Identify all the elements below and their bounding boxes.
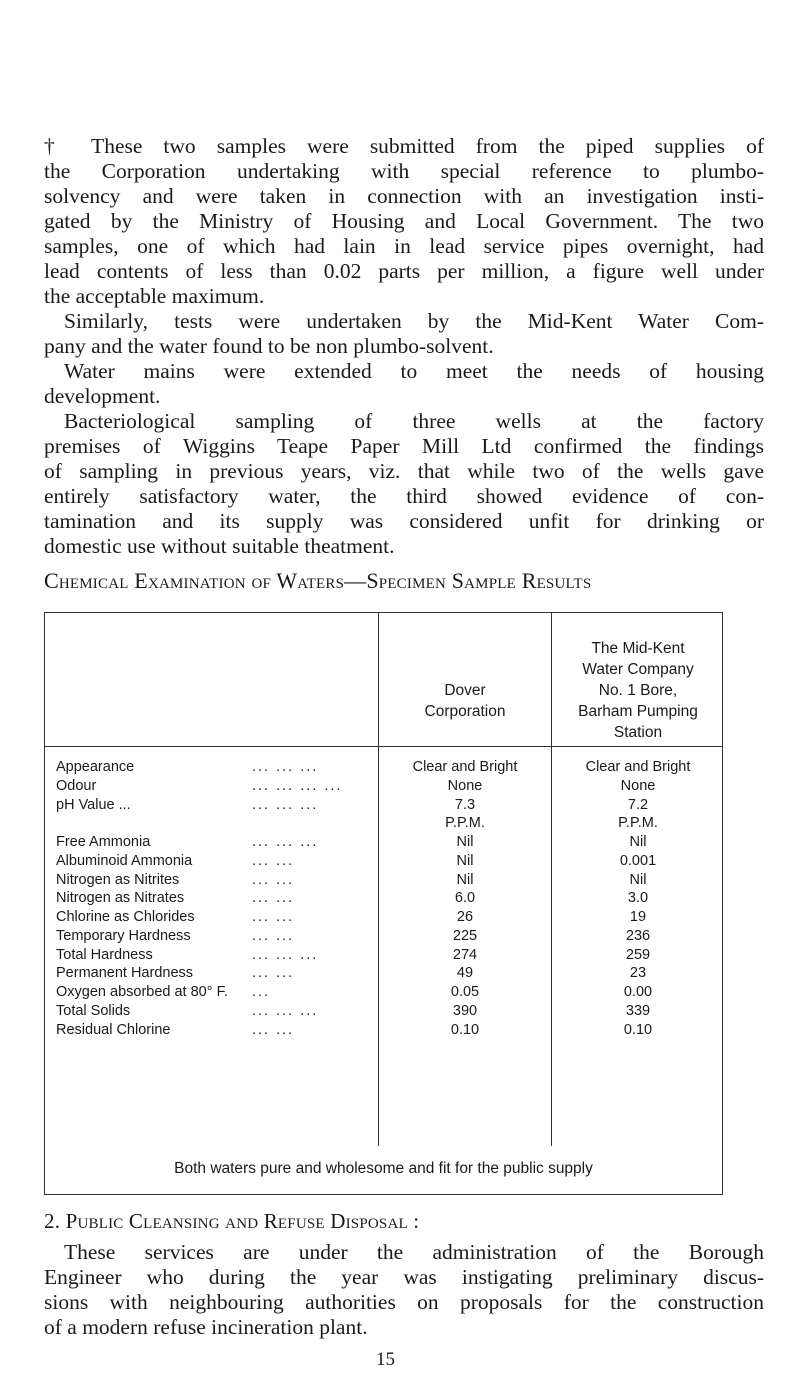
column-header-mid-kent [553,638,723,743]
header-line: Corporation [424,703,506,720]
text-line: domestic use without suitable theatment. [44,534,395,558]
row-label: Nitrogen as Nitrates [56,890,185,907]
header-line: No. 1 Bore, [598,682,678,699]
text-line: Bacteriological sampling of three wells at the factory [64,409,764,433]
mid-kent-value: None [620,777,656,794]
text-line: development. [44,384,161,408]
table-row [44,778,723,796]
paragraph-refuse [44,1240,764,1340]
table-row [44,853,723,871]
table-heading: Chemical Examination of Waters—Specimen Sample Results [44,568,592,593]
mid-kent-value: 19 [629,909,647,925]
row-label: Appearance [56,759,135,775]
row-label: Residual Chlorine [56,1021,171,1038]
mid-kent-value: 7.2 [627,796,649,813]
dover-value: P.P.M. [445,815,485,832]
text-line: gated by the Ministry of Housing and Local Government. The two [44,209,764,233]
dover-value: 26 [456,909,474,925]
row-label: Permanent Hardness [56,965,194,982]
table-row [44,947,723,965]
text-line: the Corporation undertaking with special reference to plumbo- [44,159,764,183]
leader-dots: ... ... [252,965,295,982]
leader-dots: ... ... ... ... [252,777,343,794]
dover-value: Nil [456,834,474,850]
leader-dots: ... ... ... [252,759,319,775]
row-label: Nitrogen as Nitrites [56,871,180,888]
text-line: Engineer who during the year was instigating preliminary discus- [44,1265,764,1289]
text-line: the acceptable maximum. [44,284,265,308]
row-label: pH Value ... [56,796,131,813]
page-number: 15 [376,1349,395,1370]
text-line: These services are under the administration of the Borough [64,1240,764,1264]
table-row [44,815,723,833]
table-row [44,797,723,815]
mid-kent-value: 259 [625,946,651,963]
leader-dots: ... ... ... [252,796,319,813]
row-label: Oxygen absorbed at 80° F. [56,984,228,1000]
row-label: Albuminoid Ammonia [56,852,193,869]
paragraph-water-mains [44,359,764,409]
text-line: premises of Wiggins Teape Paper Mill Ltd confirmed the findings [44,434,764,458]
leader-dots: ... ... ... [252,1002,319,1019]
text-line: samples, one of which had lain in lead service pipes overnight, had [44,234,764,258]
water-results-table [44,612,723,1195]
table-top-rule [44,612,723,613]
text-line: tamination and its supply was considered unfit for drinking or [44,509,764,533]
header-line: Station [613,724,663,741]
text-line: of sampling in previous years, viz. that while two of the wells gave [44,459,764,483]
leader-dots: ... ... [252,909,295,925]
dover-value: 225 [452,927,478,944]
leader-dots: ... ... ... [252,834,319,850]
table-bottom-rule [44,1194,723,1195]
text-line: of a modern refuse incineration plant. [44,1315,368,1339]
paragraph-mid-kent [44,309,764,359]
text-line: lead contents of less than 0.02 parts per million, a figure well under [44,259,764,283]
text-line: sions with neighbouring authorities on proposals for the construction [44,1290,764,1314]
mid-kent-value: 23 [629,965,647,982]
text-line: pany and the water found to be non plumbo-solvent. [44,334,494,358]
table-row [44,1003,723,1021]
leader-dots: ... ... [252,852,295,869]
row-label: Chlorine as Chlorides [56,909,195,925]
leader-dots: ... ... [252,871,295,888]
dover-value: 7.3 [454,796,476,813]
table-row [44,834,723,852]
dover-value: Nil [456,871,474,888]
mid-kent-value: 0.10 [623,1021,653,1038]
section-2-heading: 2. Public Cleansing and Refuse Disposal : [44,1209,420,1233]
table-row [44,984,723,1002]
header-line: Dover [444,682,486,699]
dover-value: 0.10 [450,1021,480,1038]
table-conclusion: Both waters pure and wholesome and fit for the public supply [174,1160,593,1177]
header-line: Barham Pumping [578,703,698,720]
table-row [44,909,723,927]
mid-kent-value: 236 [625,927,651,944]
table-row [44,1022,723,1040]
leader-dots: ... ... [252,890,295,907]
dover-value: 274 [452,946,478,963]
row-label: Temporary Hardness [56,927,191,944]
table-row [44,965,723,983]
dover-value: Clear and Bright [412,759,518,775]
row-label: Total Solids [56,1002,131,1019]
dover-value: 6.0 [454,890,476,907]
leader-dots: ... ... ... [252,946,319,963]
header-line: The Mid-Kent [591,640,685,657]
table-row [44,759,723,777]
header-line: Water Company [582,661,694,678]
row-label: Free Ammonia [56,834,151,850]
mid-kent-value: Nil [629,871,647,888]
column-header-dover [380,680,550,722]
leader-dots: ... ... [252,1021,295,1038]
row-label: Odour [56,777,97,794]
mid-kent-value: 3.0 [627,890,649,907]
dover-value: 0.05 [450,984,480,1000]
text-line: entirely satisfactory water, the third showed evidence of con- [44,484,764,508]
table-row [44,872,723,890]
mid-kent-value: 339 [625,1002,651,1019]
paragraph-bacteriological [44,409,764,559]
mid-kent-value: 0.001 [619,852,657,869]
intro-paragraph [44,134,764,309]
leader-dots: ... ... [252,927,295,944]
text-line: † These two samples were submitted from the piped supplies of [44,134,764,158]
mid-kent-value: Nil [629,834,647,850]
text-line: Water mains were extended to meet the needs of housing [64,359,764,383]
leader-dots: ... [252,984,271,1000]
mid-kent-value: P.P.M. [618,815,658,832]
mid-kent-value: Clear and Bright [585,759,691,775]
dover-value: 390 [452,1002,478,1019]
dover-value: Nil [456,852,474,869]
text-line: Similarly, tests were undertaken by the Mid-Kent Water Com- [64,309,764,333]
mid-kent-value: 0.00 [623,984,653,1000]
dover-value: None [447,777,483,794]
text-line: solvency and were taken in connection with an investigation insti- [44,184,764,208]
table-header-rule [44,746,723,747]
table-row [44,890,723,908]
dover-value: 49 [456,965,474,982]
table-row [44,928,723,946]
row-label: Total Hardness [56,946,153,963]
